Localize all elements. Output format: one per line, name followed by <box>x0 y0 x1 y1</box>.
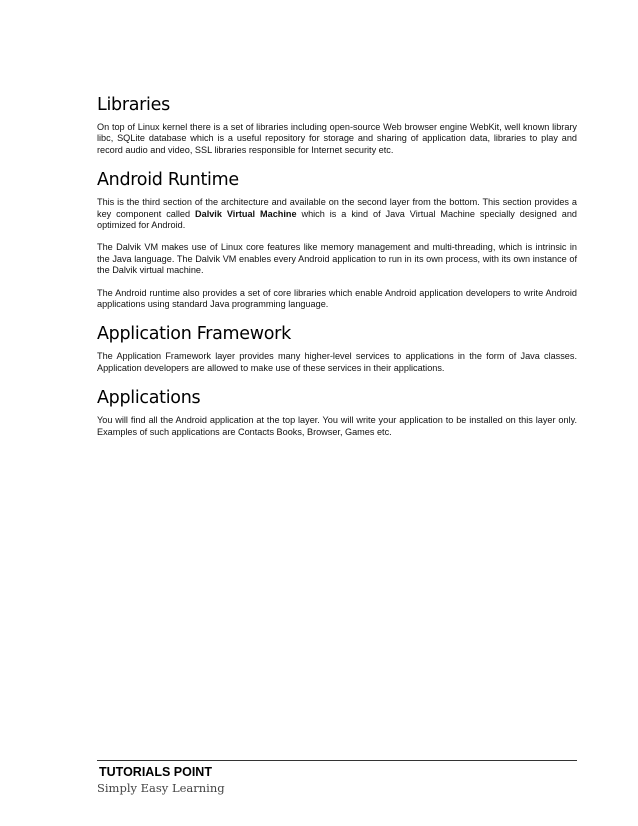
section-heading: Android Runtime <box>97 170 239 191</box>
paragraph: The Android runtime also provides a set of core libraries which enable Android application developers to write Android applications using standard Java programming language. <box>97 287 577 310</box>
section-heading: Libraries <box>97 95 170 115</box>
section-heading: Applications <box>97 388 201 409</box>
paragraph: On top of Linux kernel there is a set of libraries including open-source Web browser engine WebKit, well known library libc, SQLite database which is a useful repository for storage and sharing of application data, libraries to play and record audio and video, SSL libraries responsible for Internet security etc. <box>97 122 577 155</box>
section-libraries <box>97 94 577 156</box>
section-android-runtime <box>97 169 577 310</box>
paragraph: You will find all the Android application at the top layer. You will write your application to be installed on this layer only. Examples of such applications are Contacts Books, Browser, Games etc. <box>97 415 577 437</box>
section-application-framework <box>97 323 577 374</box>
document-content <box>97 94 577 451</box>
section-applications <box>97 387 577 438</box>
paragraph-text: This is the third section of the architecture and available on the second layer from the bottom. This section provides a key component called <box>97 197 577 219</box>
page-footer <box>97 760 577 796</box>
footer-subtitle: Simply Easy Learning <box>97 781 225 795</box>
paragraph: The Dalvik VM makes use of Linux core features like memory management and multi-threading, which is intrinsic in the Java language. The Dalvik VM enables every Android application to run in its own process, with its own instance of the Dalvik virtual machine. <box>97 242 577 276</box>
footer-title: TUTORIALS POINT <box>99 765 212 779</box>
paragraph-text: which is a kind of Java Virtual Machine specially designed and optimized for Android. <box>97 208 577 231</box>
paragraph: The Application Framework layer provides many higher-level services to applications in the form of Java classes. Application developers are allowed to make use of these services in their applications. <box>97 351 577 373</box>
paragraph <box>97 197 577 231</box>
document-page <box>97 0 577 826</box>
section-heading: Application Framework <box>97 324 291 345</box>
bold-term: Dalvik Virtual Machine <box>195 208 297 219</box>
footer-divider <box>97 760 577 761</box>
